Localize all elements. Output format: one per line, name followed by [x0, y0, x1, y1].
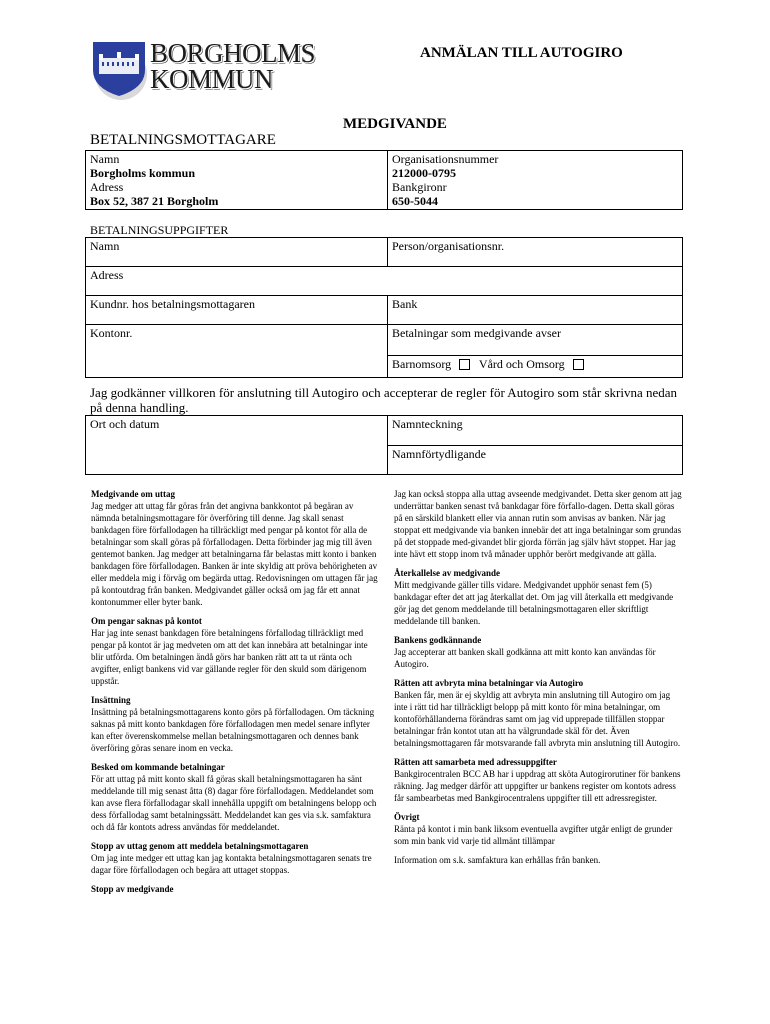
terms-right-paragraph — [394, 756, 684, 804]
payer-name-label: Namn — [90, 239, 120, 253]
terms-right-body: Information om s.k. samfaktura kan erhållas från banken. — [394, 855, 601, 865]
terms-right-body: Jag kan också stoppa alla uttag avseende medgivandet. Detta sker genom att jag underrättar banken senast två bankdagar före förfallo-dagen. Detta skall göras på en särskild blankett eller via annan rutin som anvisas av banken. När jag stoppat ett medgivande via banken innebär det att inga betalningar som grundas på det stoppade med-givandet blir gjorda förrän jag själv hävt stoppet. Har jag inte hävt ett stopp inom två månader upphör berört medgivande att gälla. — [394, 489, 682, 559]
terms-left-paragraph — [91, 883, 381, 895]
payment-options-cell — [388, 355, 683, 377]
payments-cell — [388, 325, 683, 356]
payee-name-label: Namn — [90, 152, 120, 166]
payee-address-label: Adress — [90, 180, 124, 194]
terms-right-body: Mitt medgivande gäller tills vidare. Medgivandet upphör senast fem (5) bankdagar efter det att jag återkallat det. Om jag vill återkalla ett medgivande gör jag det genom meddelande till betalningsmottagaren eller skriftligt meddelande till banken. — [394, 580, 674, 626]
logo-line-2: KOMMUN — [150, 64, 274, 94]
terms-left-body: Om jag inte medger ett uttag kan jag kontakta betalningsmottagaren senats tre dagar före förfallodagen och begära att uttaget stoppas. — [91, 853, 372, 875]
terms-left-paragraph — [91, 694, 381, 754]
terms-left-heading: Stopp av medgivande — [91, 884, 174, 894]
clarification-field[interactable] — [388, 445, 683, 475]
option-barnomsorg-label: Barnomsorg — [392, 356, 452, 371]
terms-left-heading: Om pengar saknas på kontot — [91, 616, 202, 626]
terms-right-heading: Rätten att avbryta mina betalningar via Autogiro — [394, 678, 584, 688]
terms-left-column — [91, 488, 381, 902]
place-date-field[interactable] — [86, 416, 388, 475]
form-title: ANMÄLAN TILL AUTOGIRO — [420, 45, 623, 61]
terms-left-body: Insättning på betalningsmottagarens konto görs på förfallodagen. Om täckning saknas på mitt konto bankdagen före förfallodagen men medel senare inflyter kan efter överenskommelse mellan betalningsmottagaren och dennes bank överföring göras senare inom en vecka. — [91, 707, 375, 753]
bank-field[interactable] — [388, 296, 683, 325]
terms-left-paragraph — [91, 488, 381, 608]
terms-right-body: Banken får, men är ej skyldig att avbryta min anslutning till Autogiro om jag inte i rätt tid har tillräckligt belopp på mitt konto för mina betalningar, om kontoförhållanderna förändras samt om jag vid upprepade tillfällen stoppar betalningar från kontot utan att ha välgrundade skäl för det. Även betalningsmottagaren får motsvarande fall avbryta min anslutning till Autogiro. — [394, 690, 681, 748]
person-number-label: Person/organisationsnr. — [392, 239, 505, 253]
terms-right-body: Jag accepterar att banken skall godkänna att mitt konto kan användas för Autogiro. — [394, 647, 656, 669]
payer-table — [85, 237, 683, 378]
payer-address-label: Adress — [90, 268, 124, 282]
option-barnomsorg-checkbox[interactable] — [459, 359, 470, 370]
consent-text: Jag godkänner villkoren för anslutning till Autogiro och accepterar de regler för Autogiro som står skrivna nedan på denna handling. — [90, 385, 677, 415]
terms-left-paragraph — [91, 761, 381, 833]
account-number-field[interactable] — [86, 325, 388, 378]
payee-right-cell — [388, 151, 683, 210]
clarification-label: Namnförtydligande — [392, 446, 486, 461]
logo-line-1: BORGHOLMS — [150, 38, 316, 68]
terms-left-paragraph — [91, 840, 381, 876]
option-vard-checkbox[interactable] — [573, 359, 584, 370]
terms-left-heading: Medgivande om uttag — [91, 489, 175, 499]
logo-wordmark — [150, 40, 315, 92]
terms-right-body: Ränta på kontot i min bank liksom eventuella avgifter utgår enligt de grunder som min bank vid varje tid allmänt tillämpar — [394, 824, 673, 846]
payee-table — [85, 150, 683, 210]
terms-left-body: Jag medger att uttag får göras från det angivna bankkontot på begäran av nämnda betalningsmottagare för överföring till denne. Jag skall senast bankdagen före förfallodagen ha tillräckligt med pengar på kontot för alla de betalningar som skall göras på förfallodagen. Detta förbinder jag mig till även gentemot banken. Jag medger att betalningarna får belastas mitt konto i banken bankdagen före förfallodagen. Banken är inte skyldig att pröva behörigheten av eller meddela mig i förväg om begärda uttag. Redovisningen om uttagen får jag på kontoutdrag från banken. Medgivandet gäller också om jag får ett annat kontonummer eller byter bank. — [91, 501, 378, 607]
option-vard-label: Vård och Omsorg — [478, 356, 565, 371]
terms-left-heading: Insättning — [91, 695, 131, 705]
terms-right-paragraph — [394, 677, 684, 749]
terms-right-heading: Bankens godkännande — [394, 635, 482, 645]
payee-address-value: Box 52, 387 21 Borgholm — [90, 194, 219, 208]
payee-name-value: Borgholms kommun — [90, 166, 196, 180]
payee-left-cell — [86, 151, 388, 210]
municipality-logo — [91, 40, 147, 100]
terms-left-paragraph — [91, 615, 381, 687]
terms-right-heading: Rätten att samarbeta med adressuppgifter — [394, 757, 557, 767]
payer-title: BETALNINGSUPPGIFTER — [90, 223, 229, 237]
terms-right-paragraph — [394, 634, 684, 670]
payer-address-field[interactable] — [86, 267, 683, 296]
terms-right-paragraph — [394, 811, 684, 847]
terms-left-heading: Besked om kommande betalningar — [91, 762, 225, 772]
customer-number-label: Kundnr. hos betalningsmottagaren — [90, 297, 255, 311]
terms-right-paragraph — [394, 488, 684, 560]
bankgiro-label: Bankgironr — [392, 180, 447, 194]
signature-field[interactable] — [388, 416, 683, 446]
payer-name-field[interactable] — [86, 238, 388, 267]
terms-right-body: Bankgirocentralen BCC AB har i uppdrag att sköta Autogirorutiner för bankens räkning. Jag medger därför att uppgifter ur bankens register om kontots adress får sambearbetas med Bankgirocentralens uppgifter till ett adressregister. — [394, 769, 681, 803]
account-number-label: Kontonr. — [90, 326, 133, 340]
customer-number-field[interactable] — [86, 296, 388, 325]
bankgiro-value: 650-5044 — [392, 194, 438, 208]
terms-right-heading: Övrigt — [394, 812, 420, 822]
terms-right-heading: Återkallelse av medgivande — [394, 568, 500, 578]
bank-label: Bank — [392, 297, 418, 311]
place-date-label: Ort och datum — [90, 417, 160, 431]
org-number-label: Organisationsnummer — [392, 152, 499, 166]
terms-left-body: Har jag inte senast bankdagen före betalningens förfallodag tillräckligt med pengar på kontot är jag medveten om att det kan innebära att betalningar inte blir utförda. Om betalningen ändå görs har banken rätt att ta ut ränta och avgifter, enligt bankens vid var gällande regler för den skuld som därigenom uppstår. — [91, 628, 368, 686]
terms-left-body: För att uttag på mitt konto skall få göras skall betalningsmottagaren ha sänt meddelande till mig senast åtta (8) dagar före förfallodagen. Meddelandet som kan avse flera förfallodagar skall innehålla uppgift om betalningens belopp och dess förfallodag samt betalningssätt. Meddelandet kan ges via s.k. samfaktura och då får kontots adress användas för meddelandet. — [91, 774, 377, 832]
signature-label: Namnteckning — [392, 417, 463, 431]
person-number-field[interactable] — [388, 238, 683, 267]
terms-right-paragraph — [394, 567, 684, 627]
terms-right-column — [394, 488, 684, 873]
section-title: MEDGIVANDE — [343, 116, 447, 132]
payee-title: BETALNINGSMOTTAGARE — [90, 132, 276, 148]
terms-right-paragraph — [394, 854, 684, 866]
signature-table — [85, 415, 683, 475]
payments-label: Betalningar som medgivande avser — [392, 326, 561, 340]
terms-left-heading: Stopp av uttag genom att meddela betalningsmottagaren — [91, 841, 309, 851]
org-number-value: 212000-0795 — [392, 166, 456, 180]
